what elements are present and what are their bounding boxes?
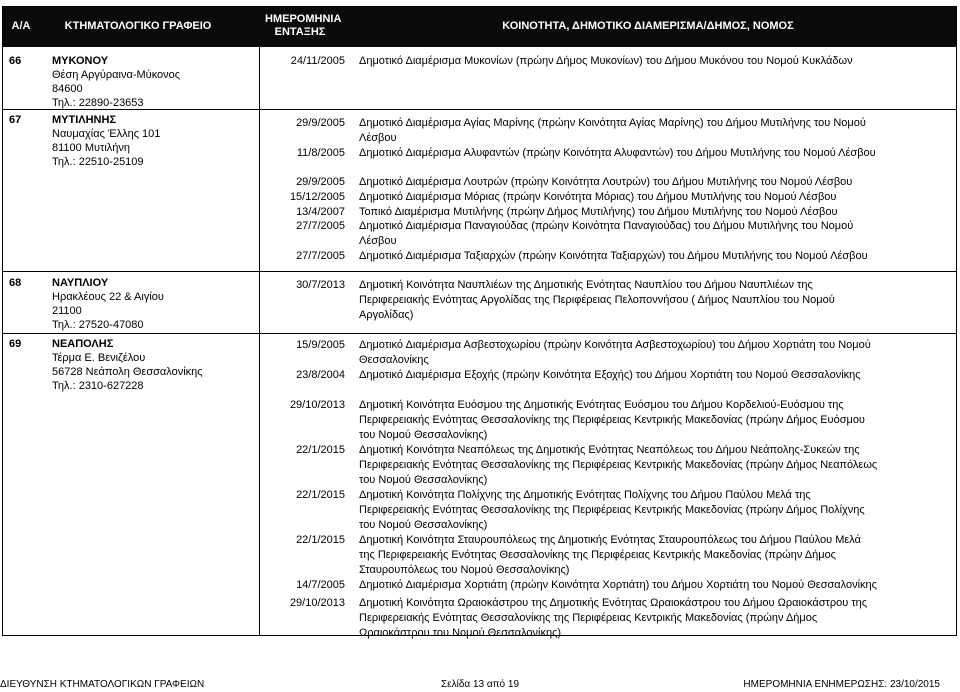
header-community: ΚΟΙΝΟΤΗΤΑ, ΔΗΜΟΤΙΚΟ ΔΙΑΜΕΡΙΣΜΑ/ΔΗΜΟΣ, ΝΟΜΟΣ xyxy=(502,20,794,32)
office-address: Ναυμαχίας Έλλης 101 xyxy=(52,128,161,140)
entry-date: 15/12/2005 xyxy=(289,191,345,203)
office-table xyxy=(2,6,957,639)
office-number: 67 xyxy=(9,114,22,126)
footer-update-date: ΗΜΕΡΟΜΗΝΙΑ ΕΝΗΜΕΡΩΣΗΣ: 23/10/2015 xyxy=(743,679,940,690)
entry-date: 13/4/2007 xyxy=(296,206,345,218)
office-separator xyxy=(3,271,259,272)
entry-text: Δημοτική Κοινότητα Νεαπόλεως της Δημοτικής Ενότητας Νεαπόλεως του Δήμου Νεάπολης-Συκεών της Περιφερειακής Ενότητας Θεσσαλονίκης της Περιφέρειας Κεντρικής Μακεδονίας (πρώην Δήμος Νεαπόλεως του Νομού Θεσσαλονίκης) xyxy=(359,444,878,486)
entry-date: 30/7/2013 xyxy=(296,279,345,291)
entry-date: 11/8/2005 xyxy=(296,147,345,159)
entry-text: Δημοτική Κοινότητα Ναυπλιέων της Δημοτικής Ενότητας Ναυπλίου του Δήμου Ναυπλιέων της Περιφερειακής Ενότητας Αργολίδας της Περιφέρειας Πελοποννήσου ( Δήμος Ναυπλίου του Νομού Αργολίδας) xyxy=(359,279,835,321)
entry-text: Δημοτικό Διαμέρισμα Αγίας Μαρίνης (πρώην Κοινότητα Αγίας Μαρίνης) του Δήμου Μυτιλήνης του Νομού Λέσβου xyxy=(359,117,866,144)
office-phone: Τηλ.: 22510-25109 xyxy=(52,156,144,168)
entry-text: Δημοτικό Διαμέρισμα Παναγιούδας (πρώην Κοινότητα Παναγιούδας) του Δήμου Μυτιλήνης του Νομού Λέσβου xyxy=(359,220,854,247)
header-aa: Α/Α xyxy=(11,20,31,32)
entry-text: Δημοτικό Διαμέρισμα Χορτιάτη (πρώην Κοινότητα Χορτιάτη) του Δήμου Χορτιάτη του Νομού Θεσσαλονίκης xyxy=(359,579,877,591)
entry-date: 23/8/2004 xyxy=(296,369,345,381)
entry-date: 22/1/2015 xyxy=(296,534,345,546)
footer-page-number: Σελίδα 13 από 19 xyxy=(440,679,520,690)
entry-date: 14/7/2005 xyxy=(296,579,345,591)
header-date: ΗΜΕΡΟΜΗΝΙΑ ΕΝΤΑΞΗΣ xyxy=(265,13,342,38)
footer-department: ΔΙΕΥΘΥΝΣΗ ΚΤΗΜΑΤΟΛΟΓΙΚΩΝ ΓΡΑΦΕΙΩΝ xyxy=(0,679,205,690)
entry-text: Δημοτική Κοινότητα Σταυρουπόλεως της Δημοτικής Ενότητας Σταυρουπόλεως του Δήμου Παύλου Μελά της Περιφερειακής Ενότητας Θεσσαλονίκης της Περιφέρειας Κεντρικής Μακεδονίας (πρώην Δήμος Σταυρουπόλεως του Νομού Θεσσαλονίκης) xyxy=(359,534,861,576)
entry-text: Δημοτική Κοινότητα Ωραιοκάστρου της Δημοτικής Ενότητας Ωραιοκάστρου του Δήμου Ωραιοκάστρου της Περιφερειακής Ενότητας Θεσσαλονίκης της Περιφέρειας Κεντρικής Μακεδονίας (πρώην Δήμος Ωραιοκάστρου του Νομού Θεσσαλονίκης) xyxy=(359,597,868,639)
office-address: Θέση Αργύραινα-Μύκονος xyxy=(52,69,181,81)
office-name: ΝΑΥΠΛΙΟΥ xyxy=(52,277,109,289)
entry-text: Τοπικό Διαμέρισμα Μυτιλήνης (πρώην Δήμος Μυτιλήνης) του Δήμου Μυτιλήνης του Νομού Λέσβου xyxy=(359,206,838,218)
office-number: 66 xyxy=(9,55,22,67)
entry-date: 29/9/2005 xyxy=(296,176,345,188)
office-address: Ηρακλέους 22 & Αιγίου xyxy=(52,291,164,303)
entry-date: 22/1/2015 xyxy=(296,444,345,456)
office-postcode: 81100 Μυτιλήνη xyxy=(52,142,131,154)
row-separator xyxy=(259,109,956,110)
entry-date: 27/7/2005 xyxy=(296,250,345,262)
office-phone: Τηλ.: 27520-47080 xyxy=(52,319,144,331)
office-postcode: 56728 Νεάπολη Θεσσαλονίκης xyxy=(52,366,203,378)
office-number: 68 xyxy=(9,277,22,289)
header-office: ΚΤΗΜΑΤΟΛΟΓΙΚΟ ΓΡΑΦΕΙΟ xyxy=(64,20,212,32)
entry-text: Δημοτικό Διαμέρισμα Αλυφαντών (πρώην Κοινότητα Αλυφαντών) του Δήμου Μυτιλήνης του Νομού Λέσβου xyxy=(359,147,876,159)
office-postcode: 21100 xyxy=(52,305,82,317)
office-phone: Τηλ.: 2310-627228 xyxy=(52,380,144,392)
office-name: ΝΕΑΠΟΛΗΣ xyxy=(52,338,114,350)
entry-text: Δημοτική Κοινότητα Ευόσμου της Δημοτικής Ενότητας Ευόσμου του Δήμου Κορδελιού-Ευόσμου της Περιφερειακής Ενότητας Θεσσαλονίκης της Περιφέρειας Κεντρικής Μακεδονίας (πρώην Δήμος Ευόσμου του Νομού Θεσσαλονίκης) xyxy=(359,399,865,441)
office-name: ΜΥΚΟΝΟΥ xyxy=(52,55,109,67)
entry-text: Δημοτικό Διαμέρισμα Ασβεστοχωρίου (πρώην Κοινότητα Ασβεστοχωρίου) του Δήμου Χορτιάτη του Νομού Θεσσαλονίκης xyxy=(359,339,871,366)
entry-date: 29/9/2005 xyxy=(296,117,345,129)
table-header xyxy=(3,7,956,47)
entry-date: 29/10/2013 xyxy=(289,399,345,411)
entry-date: 27/7/2005 xyxy=(296,220,345,232)
office-address: Τέρμα Ε. Βενιζέλου xyxy=(52,352,146,364)
entry-date: 24/11/2005 xyxy=(290,55,345,67)
office-number: 69 xyxy=(9,338,22,350)
office-separator xyxy=(3,333,259,334)
entry-date: 22/1/2015 xyxy=(296,489,345,501)
entry-text: Δημοτικό Διαμέρισμα Μόριας (πρώην Κοινότητα Μόριας) του Δήμου Μυτιλήνης του Νομού Λέσβου xyxy=(359,191,837,203)
entry-text: Δημοτική Κοινότητα Πολίχνης της Δημοτικής Ενότητας Πολίχνης του Δήμου Παύλου Μελά της Περιφερειακής Ενότητας Θεσσαλονίκης της Περιφέρειας Κεντρικής Μακεδονίας (πρώην Δήμος Πολίχνης του Νομού Θεσσαλονίκης) xyxy=(359,489,865,531)
entry-text: Δημοτικό Διαμέρισμα Ταξιαρχών (πρώην Κοινότητα Ταξιαρχών) του Δήμου Μυτιλήνης του Νομού Λέσβου xyxy=(359,250,868,262)
row-separator xyxy=(259,271,956,272)
entry-text: Δημοτικό Διαμέρισμα Μυκονίων (πρώην Δήμος Μυκονίων) του Δήμου Μυκόνου του Νομού Κυκλάδων xyxy=(359,55,853,67)
office-postcode: 84600 xyxy=(52,83,83,95)
entry-date: 15/9/2005 xyxy=(296,339,345,351)
office-name: ΜΥΤΙΛΗΝΗΣ xyxy=(52,114,117,126)
entry-text: Δημοτικό Διαμέρισμα Εξοχής (πρώην Κοινότητα Εξοχής) του Δήμου Χορτιάτη του Νομού Θεσσαλονίκης xyxy=(359,369,861,381)
entry-text: Δημοτικό Διαμέρισμα Λουτρών (πρώην Κοινότητα Λουτρών) του Δήμου Μυτιλήνης του Νομού Λέσβου xyxy=(359,176,853,188)
row-separator xyxy=(259,333,956,334)
office-phone: Τηλ.: 22890-23653 xyxy=(52,97,144,109)
entry-date: 29/10/2013 xyxy=(289,597,345,609)
